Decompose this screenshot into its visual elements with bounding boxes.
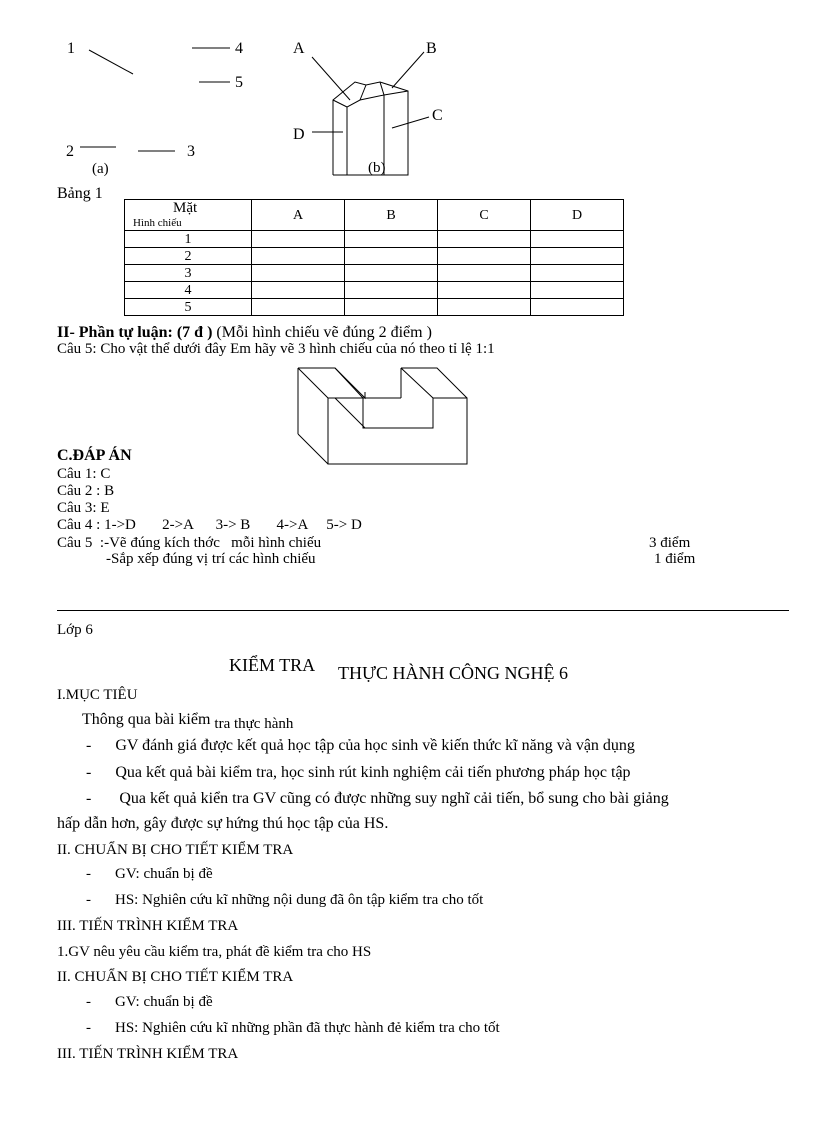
objectives-intro (82, 711, 294, 732)
table-label: Bảng 1 (57, 185, 103, 202)
grade-label: Lớp 6 (57, 622, 93, 638)
list-item: - Qua kết quả bài kiểm tra, học sinh rút kinh nghiệm cải tiến phương pháp học tập (86, 764, 631, 781)
answer-4: Câu 4 : 1->D 2->A 3-> B 4->A 5-> D (57, 517, 362, 533)
title-part-b: THỰC HÀNH CÔNG NGHỆ 6 (338, 663, 568, 683)
corner-bottom: Hình chiếu (133, 217, 182, 229)
heading-process: III. TIẾN TRÌNH KIỂM TRA (57, 918, 239, 934)
heading-preparation-2: II. CHUẨN BỊ CHO TIẾT KIỂM TRA (57, 969, 294, 985)
answer-1: Câu 1: C (57, 466, 111, 482)
list-item: - GV: chuẩn bị đề (86, 866, 213, 882)
table-header-D: D (531, 200, 624, 231)
answers-heading: C.ĐÁP ÁN (57, 447, 132, 464)
list-item: - Qua kết quả kiển tra GV cũng có được những suy nghĩ cải tiến, bổ sung cho bài giảng (86, 790, 669, 807)
answer-5: Câu 5 :-Vẽ đúng kích thớc mỗi hình chiếu (57, 535, 322, 551)
list-item: - HS: Nghiên cứu kĩ những nội dung đã ôn tập kiểm tra cho tốt (86, 892, 484, 908)
answer-2: Câu 2 : B (57, 483, 115, 499)
answer-6: -Sắp xếp đúng vị trí các hình chiếu (106, 551, 316, 567)
fig-a-label-1: 1 (67, 40, 75, 57)
list-item: - GV đánh giá được kết quả học tập của học sinh về kiến thức kĩ năng và vận dụng (86, 737, 635, 754)
intro-part-a: Thông qua bài kiểm (82, 711, 211, 728)
heading-preparation: II. CHUẨN BỊ CHO TIẾT KIỂM TRA (57, 842, 294, 858)
table-row-label: 3 (125, 265, 252, 282)
table-row-label: 2 (125, 248, 252, 265)
table-header-A: A (252, 200, 345, 231)
fig-b-label-C: C (432, 107, 443, 124)
table-row-label: 4 (125, 282, 252, 299)
fig-b-label-B: B (426, 40, 437, 57)
list-item-continuation: hấp dẫn hơn, gây được sự hứng thú học tập của HS. (57, 815, 389, 832)
table-row-label: 5 (125, 299, 252, 316)
fig-a-label-5: 5 (235, 74, 243, 91)
fig-a-label-4: 4 (235, 40, 243, 57)
section-divider (57, 610, 789, 611)
fig-a-caption: (a) (92, 161, 109, 177)
u-shape-object (0, 0, 816, 500)
table-header-B: B (345, 200, 438, 231)
fig-a-label-2: 2 (66, 143, 74, 160)
fig-a-label-3: 3 (187, 143, 195, 160)
fig-b-label-D: D (293, 126, 305, 143)
fig-b-caption: (b) (368, 160, 386, 176)
intro-part-b: tra thực hành (214, 716, 294, 732)
list-item: - HS: Nghiên cứu kĩ những phần đã thực hành đẻ kiểm tra cho tốt (86, 1020, 500, 1036)
heading-process-2: III. TIẾN TRÌNH KIỂM TRA (57, 1046, 239, 1062)
corner-top: Mặt (173, 200, 198, 216)
answer-5-score: 3 điểm (649, 535, 691, 551)
heading-objectives: I.MỤC TIÊU (57, 687, 138, 703)
table-row-label: 1 (125, 231, 252, 248)
table-header-C: C (438, 200, 531, 231)
part2-heading-rest: (Mỗi hình chiếu vẽ đúng 2 điểm ) (216, 324, 432, 341)
process-step-1: 1.GV nêu yêu cầu kiểm tra, phát đề kiểm tra cho HS (57, 944, 372, 960)
answer-3: Câu 3: E (57, 500, 110, 516)
part2-heading-bold: II- Phần tự luận: (7 đ ) (57, 324, 213, 341)
answer-6-score: 1 điểm (654, 551, 696, 567)
question-5: Câu 5: Cho vật thể dưới đây Em hãy vẽ 3 hình chiếu của nó theo tỉ lệ 1:1 (57, 341, 495, 357)
title-part-a: KIỂM TRA (229, 655, 316, 675)
fig-b-label-A: A (293, 40, 305, 57)
list-item: - GV: chuẩn bị đề (86, 994, 213, 1010)
